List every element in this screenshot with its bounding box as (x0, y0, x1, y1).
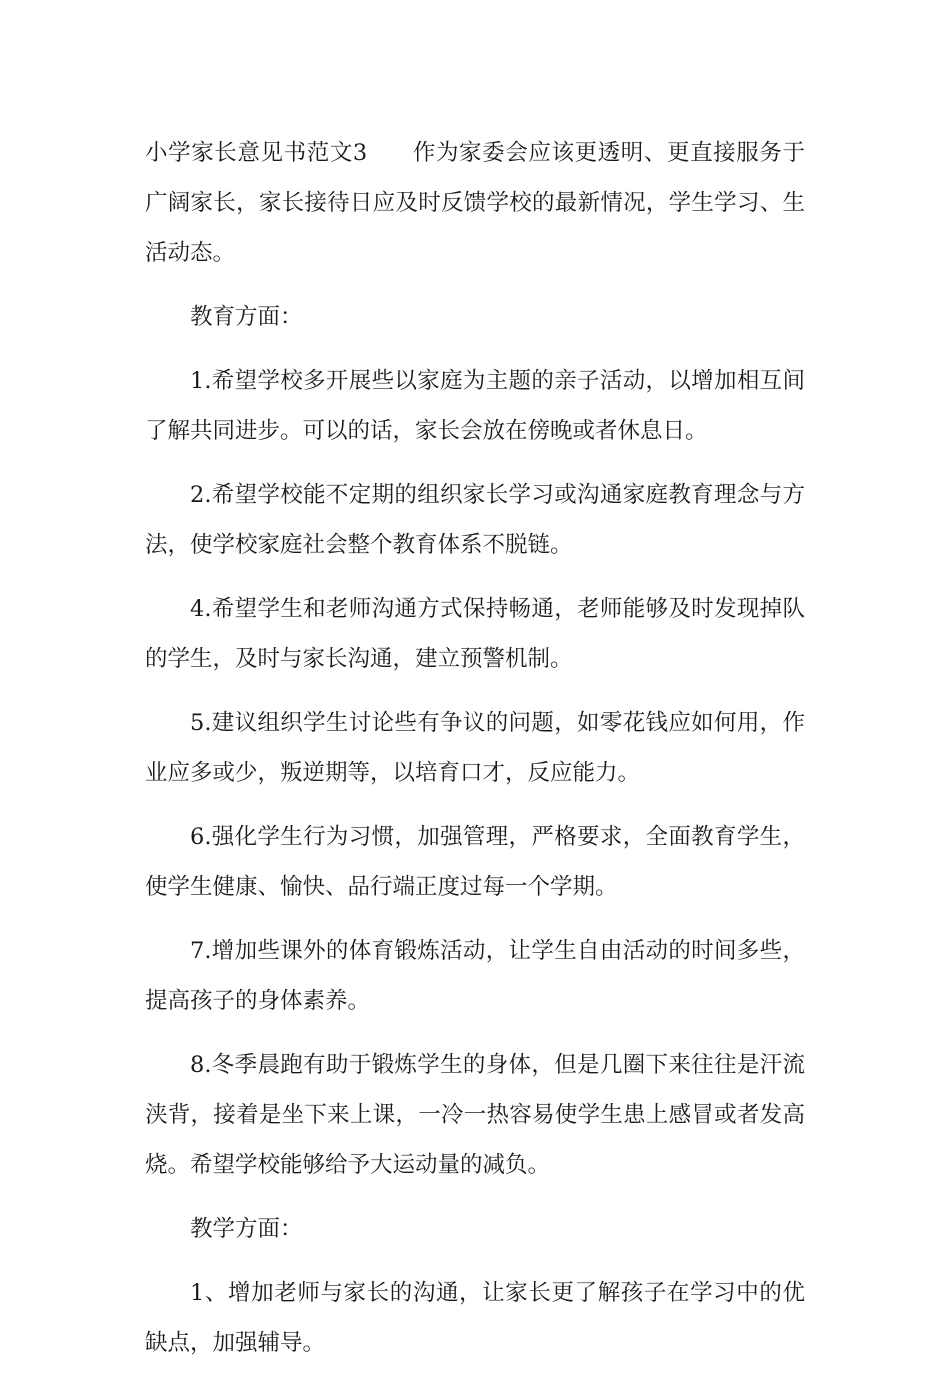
intro-text: 作为家委会应该更透明、更直接服务于广阔家长，家长接待日应及时反馈学校的最新情况，学生学习、生活动态。 (145, 140, 805, 266)
teaching-item-1: 1、增加老师与家长的沟通，让家长更了解孩子在学习中的优缺点，加强辅导。 (145, 1280, 805, 1356)
intro-paragraph (145, 128, 805, 278)
education-item-8: 8.冬季晨跑有助于锻炼学生的身体，但是几圈下来往往是汗流浃背，接着是坐下来上课，一冷一热容易使学生患上感冒或者发高烧。希望学校能够给予大运动量的减负。 (145, 1052, 805, 1178)
education-item-5: 5.建议组织学生讨论些有争议的问题，如零花钱应如何用，作业应多或少，叛逆期等，以培育口才，反应能力。 (145, 710, 805, 786)
education-item-1: 1.希望学校多开展些以家庭为主题的亲子活动，以增加相互间了解共同进步。可以的话，家长会放在傍晚或者休息日。 (145, 368, 805, 444)
section-heading-education: 教育方面： (190, 304, 303, 330)
document-title: 小学家长意见书范文3 (145, 140, 368, 166)
document-page (145, 128, 805, 1382)
education-item-4: 4.希望学生和老师沟通方式保持畅通，老师能够及时发现掉队的学生，及时与家长沟通，建立预警机制。 (145, 596, 805, 672)
education-item-6: 6.强化学生行为习惯，加强管理，严格要求，全面教育学生，使学生健康、愉快、品行端正度过每一个学期。 (145, 824, 805, 900)
section-heading-teaching: 教学方面： (190, 1216, 303, 1242)
education-item-2: 2.希望学校能不定期的组织家长学习或沟通家庭教育理念与方法，使学校家庭社会整个教育体系不脱链。 (145, 482, 805, 558)
education-item-7: 7.增加些课外的体育锻炼活动，让学生自由活动的时间多些，提高孩子的身体素养。 (145, 938, 805, 1014)
